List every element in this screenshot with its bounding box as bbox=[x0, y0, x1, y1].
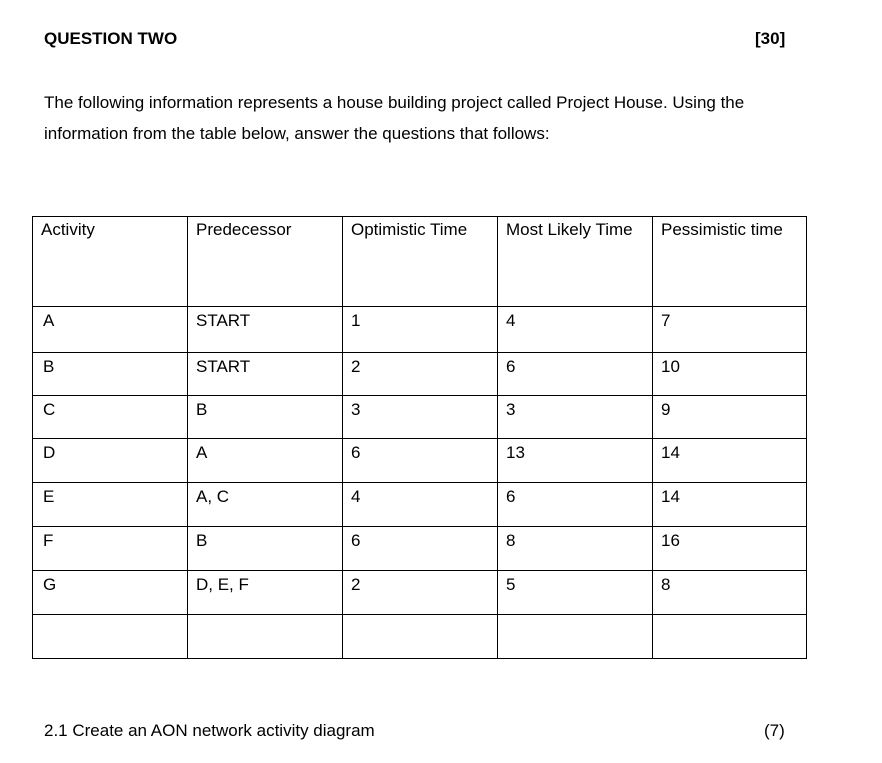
cell-predecessor: START bbox=[188, 353, 343, 396]
table-row bbox=[33, 483, 807, 527]
table-row bbox=[33, 353, 807, 396]
intro-paragraph bbox=[44, 87, 824, 149]
subquestion-marks: (7) bbox=[764, 721, 785, 740]
cell-most-likely: 8 bbox=[498, 527, 653, 571]
cell-activity: A bbox=[33, 307, 188, 353]
cell-activity: D bbox=[33, 439, 188, 483]
cell-optimistic: 6 bbox=[343, 439, 498, 483]
cell-optimistic: 2 bbox=[343, 571, 498, 615]
cell-predecessor: A bbox=[188, 439, 343, 483]
cell-activity bbox=[33, 615, 188, 659]
cell-predecessor: D, E, F bbox=[188, 571, 343, 615]
cell-activity: E bbox=[33, 483, 188, 527]
table-row bbox=[33, 571, 807, 615]
cell-predecessor: START bbox=[188, 307, 343, 353]
header-most-likely-time: Most Likely Time bbox=[498, 217, 653, 307]
cell-most-likely: 4 bbox=[498, 307, 653, 353]
cell-optimistic: 1 bbox=[343, 307, 498, 353]
intro-line-2: information from the table below, answer the questions that follows: bbox=[44, 124, 550, 143]
header-pessimistic-time: Pessimistic time bbox=[653, 217, 807, 307]
cell-pessimistic: 7 bbox=[653, 307, 807, 353]
subquestion-text: 2.1 Create an AON network activity diagram bbox=[44, 721, 375, 740]
cell-most-likely: 13 bbox=[498, 439, 653, 483]
cell-optimistic: 6 bbox=[343, 527, 498, 571]
table-row-empty bbox=[33, 615, 807, 659]
cell-pessimistic: 9 bbox=[653, 396, 807, 439]
cell-pessimistic: 16 bbox=[653, 527, 807, 571]
cell-most-likely bbox=[498, 615, 653, 659]
table-row bbox=[33, 396, 807, 439]
cell-most-likely: 6 bbox=[498, 483, 653, 527]
cell-pessimistic: 10 bbox=[653, 353, 807, 396]
intro-line-1: The following information represents a house building project called Project House. Using the bbox=[44, 93, 745, 112]
cell-pessimistic: 14 bbox=[653, 439, 807, 483]
cell-activity: G bbox=[33, 571, 188, 615]
table-header-row bbox=[33, 217, 807, 307]
header-predecessor: Predecessor bbox=[188, 217, 343, 307]
cell-pessimistic bbox=[653, 615, 807, 659]
cell-most-likely: 6 bbox=[498, 353, 653, 396]
cell-activity: B bbox=[33, 353, 188, 396]
cell-predecessor: B bbox=[188, 396, 343, 439]
cell-predecessor: B bbox=[188, 527, 343, 571]
cell-pessimistic: 14 bbox=[653, 483, 807, 527]
cell-optimistic bbox=[343, 615, 498, 659]
table-row bbox=[33, 527, 807, 571]
header-activity: Activity bbox=[33, 217, 188, 307]
cell-most-likely: 5 bbox=[498, 571, 653, 615]
table-row bbox=[33, 439, 807, 483]
cell-predecessor: A, C bbox=[188, 483, 343, 527]
table-row bbox=[33, 307, 807, 353]
question-total-marks: [30] bbox=[755, 29, 786, 48]
cell-optimistic: 3 bbox=[343, 396, 498, 439]
header-optimistic-time: Optimistic Time bbox=[343, 217, 498, 307]
cell-optimistic: 4 bbox=[343, 483, 498, 527]
cell-activity: F bbox=[33, 527, 188, 571]
cell-predecessor bbox=[188, 615, 343, 659]
question-title: QUESTION TWO bbox=[44, 29, 178, 48]
cell-pessimistic: 8 bbox=[653, 571, 807, 615]
cell-optimistic: 2 bbox=[343, 353, 498, 396]
cell-activity: C bbox=[33, 396, 188, 439]
cell-most-likely: 3 bbox=[498, 396, 653, 439]
activity-table bbox=[32, 216, 807, 659]
